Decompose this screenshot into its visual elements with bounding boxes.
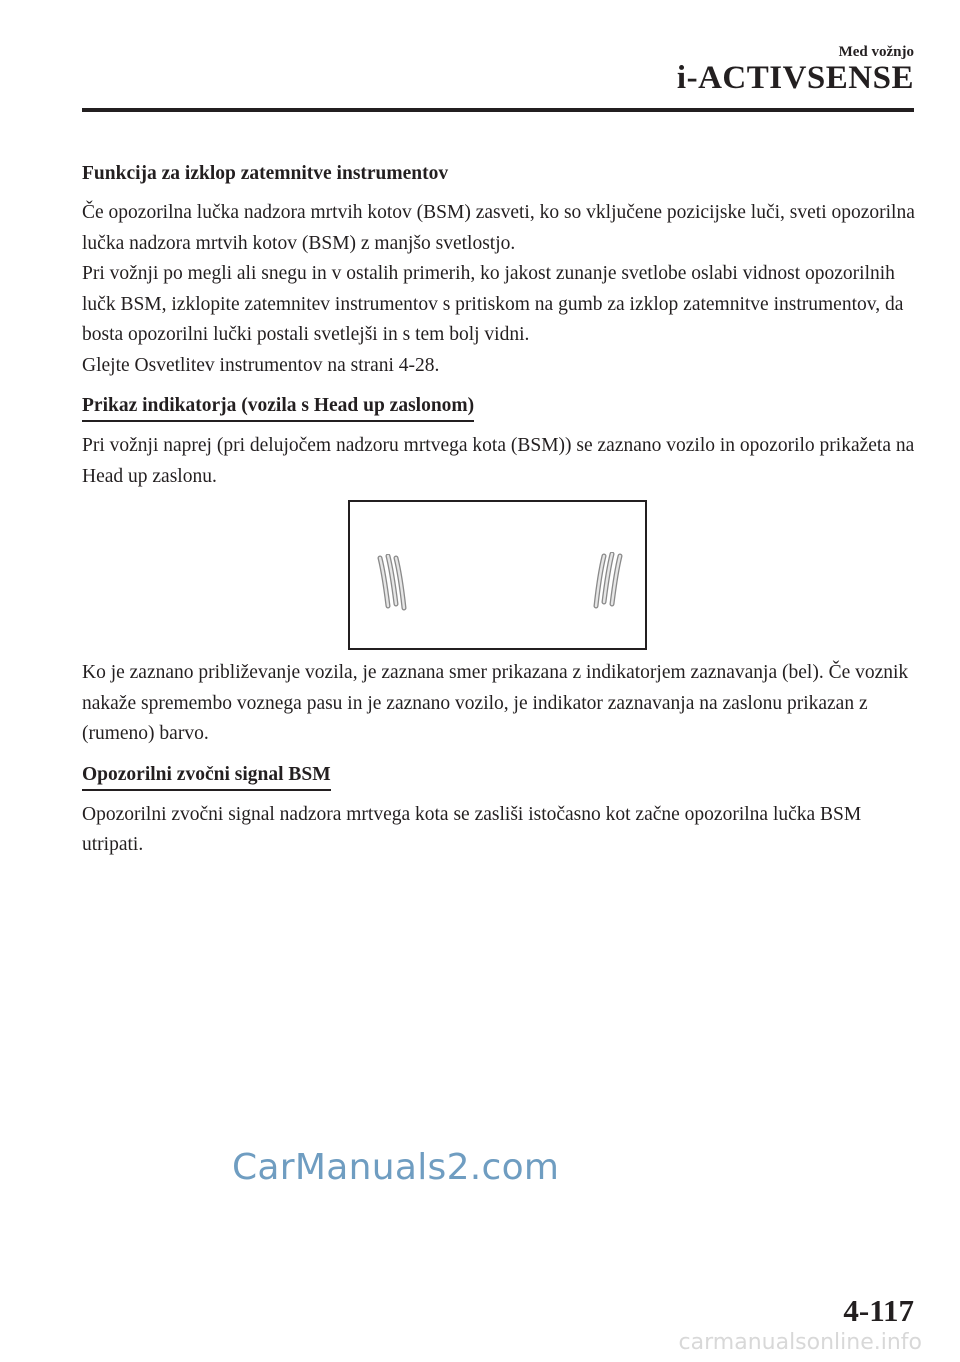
sound-paragraph-1: Opozorilni zvočni signal nadzora mrtvega kota se zasliši istočasno kot začne opozorilna lučka BSM utripati. [82,803,862,855]
page-content [82,160,924,869]
dimmer-paragraph-1: Če opozorilna lučka nadzora mrtvih kotov (BSM) zasveti, ko so vključene pozicijske luči, sveti opozorilna lučka nadzora mrtvih kotov (BSM) z manjšo svetlostjo. [82,202,915,254]
header-section-label: Med vožnjo [838,44,914,60]
warning-sound-text [82,800,924,861]
header-divider [82,108,914,112]
dimmer-paragraph-2: Pri vožnji po megli ali snegu in v ostalih primerih, ko jakost zunanje svetlobe oslabi vidnost opozorilnih lučk BSM, izklopite zatemnitev instrumentov s pritiskom na gumb za izklop zatemnitve instrumentov, da bosta opozorilni lučki postali svetlejši in s tem bolj vidni. [82,263,904,345]
dimmer-cancel-heading: Funkcija za izklop zatemnitve instrumentov [82,163,449,184]
indicator-paragraph-1: Pri vožnji naprej (pri delujočem nadzoru mrtvega kota (BSM)) se zaznano vozilo in opozorilo prikažeta na Head up zaslonu. [82,435,915,487]
warning-sound-heading: Opozorilni zvočni signal BSM [82,762,331,791]
page-number: 4-117 [843,1293,914,1328]
indicator-color-text [82,658,924,750]
dimmer-paragraph-3: Glejte Osvetlitev instrumentov na strani 4-28. [82,354,440,376]
head-up-display-figure [348,500,647,650]
watermark-logo: CarManuals2.com [232,1147,560,1188]
indicator-display-heading: Prikaz indikatorja (vozila s Head up zaslonom) [82,393,474,422]
indicator-paragraph-2: Ko je zaznano približevanje vozila, je zaznana smer prikazana z indikatorjem zaznavanja (bel). Če voznik nakaže spremembo voznega pasu in je zaznano vozilo, je indikator zaznavanja na zaslonu prikazan z (rumeno) barvo. [82,662,909,744]
chapter-title: i-ACTIVSENSE [676,60,914,96]
indicator-display-text [82,431,924,492]
dimmer-cancel-text [82,198,924,381]
left-detection-indicator-icon [376,554,412,612]
right-detection-indicator-icon [588,552,624,610]
footer-url-watermark: carmanualsonline.info [678,1330,922,1355]
